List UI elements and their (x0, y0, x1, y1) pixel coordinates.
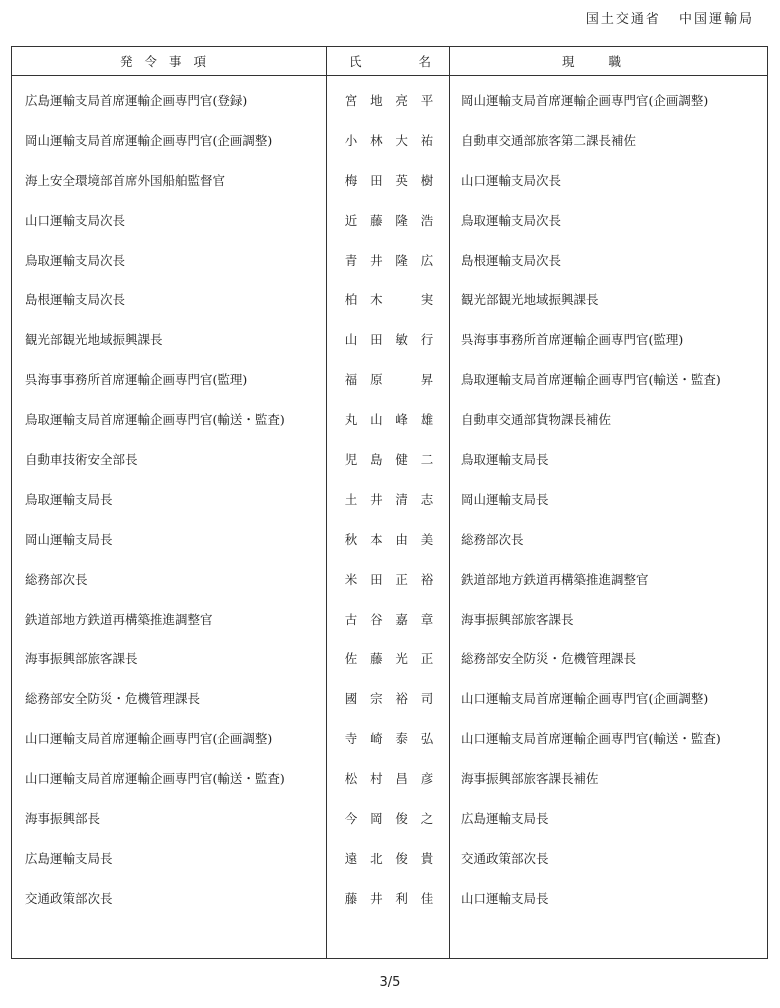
name-character: 志 (420, 491, 434, 507)
name-character: 浩 (420, 212, 434, 228)
table-row (12, 319, 768, 359)
appointment-cell: 岡山運輸支局長 (25, 531, 113, 547)
appointment-cell: 山口運輸支局次長 (25, 212, 126, 228)
name-character: 井 (370, 890, 383, 906)
name-character: 貴 (420, 850, 434, 866)
name-character: 樹 (420, 172, 434, 188)
table-row (12, 120, 768, 160)
table-body (12, 76, 768, 959)
name-character: 井 (370, 491, 383, 507)
person-name-cell (327, 479, 450, 519)
empty-cell (450, 918, 768, 958)
name-character: 泰 (395, 731, 408, 747)
name-character: 福 (344, 372, 358, 388)
name-character: 林 (370, 132, 383, 148)
table-row (12, 399, 768, 439)
person-name-cell (327, 599, 450, 639)
appointment-cell: 広島運輸支局長 (25, 850, 113, 866)
table-row (12, 718, 768, 758)
name-character (395, 370, 409, 388)
current-position-cell: 山口運輸支局次長 (450, 160, 768, 200)
name-character: 隆 (395, 212, 408, 228)
person-name-cell (327, 200, 450, 240)
current-position-cell: 観光部観光地域振興課長 (450, 279, 768, 319)
appointment-cell: 山口運輸支局首席運輸企画専門官(輸送・監査) (25, 771, 285, 787)
name-character: 宮 (344, 92, 358, 108)
appointment-cell: 総務部安全防災・危機管理課長 (25, 691, 201, 707)
name-character: 二 (420, 451, 434, 467)
current-position-cell: 海事振興部旅客課長 (450, 599, 768, 639)
name-character: 米 (344, 571, 358, 587)
person-name-cell (327, 279, 450, 319)
appointment-cell: 観光部観光地域振興課長 (25, 332, 163, 348)
name-character: 雄 (420, 412, 434, 428)
name-character: 裕 (420, 571, 434, 587)
current-position-cell: 鳥取運輸支局長 (450, 439, 768, 479)
current-position-cell: 山口運輸支局首席運輸企画専門官(企画調整) (450, 678, 768, 718)
name-character: 土 (344, 491, 358, 507)
appointment-cell: 海上安全環境部首席外国船舶監督官 (25, 172, 226, 188)
spacer-row (12, 918, 768, 958)
appointment-cell: 呉海事事務所首席運輸企画専門官(監理) (25, 372, 248, 388)
name-character: 之 (420, 810, 434, 826)
name-character: 光 (395, 651, 408, 667)
column-header-appointment: 発令事項 (12, 47, 327, 76)
organization-header (586, 8, 754, 27)
name-character: 佳 (420, 890, 434, 906)
appointment-cell: 鳥取運輸支局長 (25, 491, 113, 507)
person-name-cell (327, 120, 450, 160)
name-character: 嘉 (395, 611, 408, 627)
name-character: 遠 (344, 850, 358, 866)
current-position-cell: 交通政策部次長 (450, 838, 768, 878)
name-character: 行 (420, 332, 434, 348)
current-position-cell: 鉄道部地方鉄道再構築推進調整官 (450, 559, 768, 599)
person-name-cell (327, 519, 450, 559)
table-row (12, 758, 768, 798)
table-row (12, 798, 768, 838)
person-name-cell (327, 678, 450, 718)
name-character: 由 (395, 531, 408, 547)
name-character: 青 (344, 252, 358, 268)
name-character: 田 (370, 571, 383, 587)
table-row (12, 240, 768, 280)
name-character: 彦 (420, 771, 434, 787)
name-character: 北 (370, 850, 383, 866)
appointment-cell: 自動車技術安全部長 (25, 451, 138, 467)
person-name-cell (327, 838, 450, 878)
page-number: 3/5 (379, 975, 401, 990)
name-character: 祐 (420, 132, 434, 148)
appointment-cell: 交通政策部次長 (25, 890, 113, 906)
name-character: 島 (370, 451, 383, 467)
appointment-cell: 岡山運輸支局首席運輸企画専門官(企画調整) (25, 132, 273, 148)
name-character: 宗 (370, 691, 383, 707)
current-position-cell: 海事振興部旅客課長補佐 (450, 758, 768, 798)
name-character: 柏 (344, 292, 358, 308)
name-character: 敏 (395, 332, 408, 348)
name-character: 井 (370, 252, 383, 268)
name-character: 國 (344, 691, 358, 707)
table-row (12, 160, 768, 200)
appointment-cell: 海事振興部旅客課長 (25, 651, 138, 667)
name-character: 岡 (370, 810, 383, 826)
person-name-cell (327, 240, 450, 280)
name-character: 実 (420, 292, 434, 308)
current-position-cell: 広島運輸支局長 (450, 798, 768, 838)
table-row (12, 439, 768, 479)
current-position-cell: 島根運輸支局次長 (450, 240, 768, 280)
name-character: 俊 (395, 850, 408, 866)
person-name-cell (327, 758, 450, 798)
name-character: 俊 (395, 810, 408, 826)
table-row (12, 359, 768, 399)
name-character: 地 (370, 92, 383, 108)
person-name-cell (327, 439, 450, 479)
name-character: 利 (395, 890, 408, 906)
name-character: 丸 (344, 412, 358, 428)
bureau-name: 中国運輸局 (678, 12, 754, 27)
personnel-changes-table (11, 46, 768, 959)
name-character: 裕 (395, 691, 408, 707)
name-character: 田 (370, 172, 383, 188)
appointment-cell: 総務部次長 (25, 571, 88, 587)
name-character: 古 (344, 611, 358, 627)
column-header-current-position: 現職 (450, 47, 768, 76)
appointment-cell: 鉄道部地方鉄道再構築推進調整官 (25, 611, 213, 627)
name-character: 昌 (395, 771, 408, 787)
name-character: 田 (370, 332, 383, 348)
current-position-cell: 岡山運輸支局長 (450, 479, 768, 519)
name-character: 正 (395, 571, 408, 587)
current-position-cell: 山口運輸支局首席運輸企画専門官(輸送・監査) (450, 718, 768, 758)
table-row (12, 200, 768, 240)
person-name-cell (327, 76, 450, 120)
name-character: 原 (370, 372, 383, 388)
name-character: 秋 (344, 531, 358, 547)
name-character: 藤 (370, 651, 383, 667)
current-position-cell: 山口運輸支局長 (450, 878, 768, 918)
person-name-cell (327, 878, 450, 918)
name-character: 美 (420, 531, 434, 547)
empty-cell (327, 918, 450, 958)
name-character: 木 (370, 292, 383, 308)
table-row (12, 279, 768, 319)
name-character: 清 (395, 491, 408, 507)
name-character: 章 (420, 611, 434, 627)
column-header-name-given: 名 (418, 54, 431, 69)
name-character: 今 (344, 810, 358, 826)
name-character: 藤 (370, 212, 383, 228)
appointment-cell: 広島運輸支局首席運輸企画専門官(登録) (25, 92, 248, 108)
person-name-cell (327, 559, 450, 599)
table-row (12, 599, 768, 639)
name-character: 隆 (395, 252, 408, 268)
appointment-cell: 鳥取運輸支局次長 (25, 252, 126, 268)
appointment-cell: 鳥取運輸支局首席運輸企画専門官(輸送・監査) (25, 412, 285, 428)
current-position-cell: 自動車交通部貨物課長補佐 (450, 399, 768, 439)
name-character: 英 (395, 172, 408, 188)
current-position-cell: 呉海事事務所首席運輸企画専門官(監理) (450, 319, 768, 359)
person-name-cell (327, 718, 450, 758)
person-name-cell (327, 399, 450, 439)
name-character: 広 (420, 252, 434, 268)
name-character: 松 (344, 771, 358, 787)
name-character: 平 (420, 92, 434, 108)
name-character: 児 (344, 451, 358, 467)
table-row (12, 678, 768, 718)
current-position-cell: 鳥取運輸支局次長 (450, 200, 768, 240)
appointment-cell: 海事振興部長 (25, 810, 101, 826)
table-row (12, 519, 768, 559)
name-character: 正 (420, 651, 434, 667)
name-character: 小 (344, 132, 358, 148)
name-character (395, 290, 409, 308)
name-character: 村 (370, 771, 383, 787)
table-row (12, 76, 768, 120)
current-position-cell: 自動車交通部旅客第二課長補佐 (450, 120, 768, 160)
person-name-cell (327, 798, 450, 838)
name-character: 寺 (344, 731, 358, 747)
name-character: 司 (420, 691, 434, 707)
table-header-row (12, 47, 768, 76)
table-row (12, 638, 768, 678)
table-row (12, 838, 768, 878)
name-character: 藤 (344, 890, 358, 906)
current-position-cell: 岡山運輸支局首席運輸企画専門官(企画調整) (450, 76, 768, 120)
empty-cell (12, 918, 327, 958)
name-character: 崎 (370, 731, 383, 747)
name-character: 佐 (344, 651, 358, 667)
name-character: 亮 (395, 92, 408, 108)
appointment-cell: 山口運輸支局首席運輸企画専門官(企画調整) (25, 731, 273, 747)
name-character: 山 (344, 332, 358, 348)
ministry-name: 国土交通省 (585, 12, 661, 27)
name-character: 山 (370, 412, 383, 428)
name-character: 本 (370, 531, 383, 547)
table-row (12, 878, 768, 918)
column-header-name-surname: 氏 (349, 54, 362, 69)
name-character: 大 (395, 132, 408, 148)
current-position-cell: 総務部安全防災・危機管理課長 (450, 638, 768, 678)
person-name-cell (327, 638, 450, 678)
appointment-cell: 島根運輸支局次長 (25, 292, 126, 308)
name-character: 近 (344, 212, 358, 228)
table-row (12, 479, 768, 519)
current-position-cell: 総務部次長 (450, 519, 768, 559)
current-position-cell: 鳥取運輸支局首席運輸企画専門官(輸送・監査) (450, 359, 768, 399)
table-row (12, 559, 768, 599)
column-header-name (327, 47, 450, 76)
name-character: 梅 (344, 172, 358, 188)
name-character: 昇 (420, 372, 434, 388)
person-name-cell (327, 160, 450, 200)
person-name-cell (327, 319, 450, 359)
name-character: 健 (395, 451, 408, 467)
name-character: 峰 (395, 412, 408, 428)
name-character: 弘 (420, 731, 434, 747)
person-name-cell (327, 359, 450, 399)
name-character: 谷 (370, 611, 383, 627)
